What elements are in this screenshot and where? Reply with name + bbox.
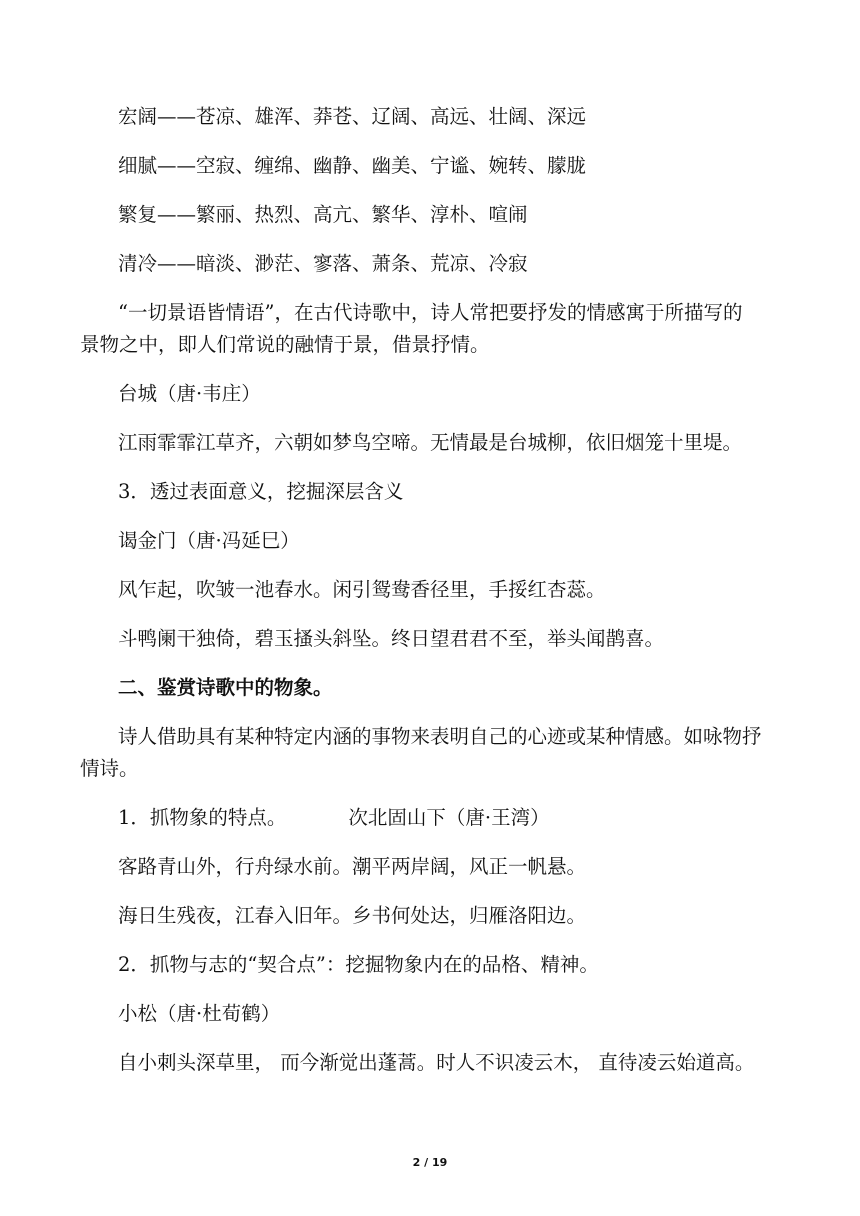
paragraph-line: 诗人借助具有某种特定内涵的事物来表明自己的心迹或某种情感。如咏物抒 [118, 725, 762, 748]
text-line: 清冷——暗淡、渺茫、寥落、萧条、荒凉、冷寂 [118, 252, 528, 275]
poem-title: 谒金门（唐·冯延巳） [118, 529, 300, 552]
paragraph-line: 景物之中，即人们常说的融情于景，借景抒情。 [80, 333, 490, 356]
page-number: 2 / 19 [412, 1156, 448, 1169]
section-heading: 3．透过表面意义，挖掘深层含义 [118, 480, 404, 503]
poem-title: 次北固山下（唐·王湾） [348, 806, 550, 829]
text-line: 宏阔——苍凉、雄浑、莽苍、辽阔、高远、壮阔、深远 [118, 105, 587, 128]
subsection-heading: 2．抓物与志的“契合点”：挖掘物象内在的品格、精神。 [118, 953, 599, 976]
poem-line: 风乍起，吹皱一池春水。闲引鸳鸯香径里，手挼红杏蕊。 [118, 578, 606, 601]
subsection-line [118, 805, 550, 831]
poem-line: 斗鸭阑干独倚，碧玉搔头斜坠。终日望君君不至，举头闻鹊喜。 [118, 627, 665, 650]
poem-title: 台城（唐·韦庄） [118, 382, 261, 405]
text-line: 细腻——空寂、缠绵、幽静、幽美、宁谧、婉转、朦胧 [118, 154, 587, 177]
poem-line: 自小刺头深草里， 而今渐觉出蓬蒿。时人不识凌云木， 直待凌云始道高。 [118, 1051, 755, 1074]
paragraph-line: 情诗。 [80, 757, 139, 780]
poem-line: 海日生残夜，江春入旧年。乡书何处达，归雁洛阳边。 [118, 904, 587, 927]
subsection-heading: 1．抓物象的特点。 [118, 806, 287, 829]
paragraph-line: “一切景语皆情语”，在古代诗歌中，诗人常把要抒发的情感寓于所描写的 [118, 301, 743, 324]
poem-title: 小松（唐·杜荀鹤） [118, 1002, 281, 1025]
poem-line: 客路青山外，行舟绿水前。潮平两岸阔，风正一帆悬。 [118, 855, 587, 878]
text-line: 繁复——繁丽、热烈、高亢、繁华、淳朴、喧闹 [118, 203, 528, 226]
poem-line: 江雨霏霏江草齐，六朝如梦鸟空啼。无情最是台城柳，依旧烟笼十里堤。 [118, 431, 743, 454]
section-heading-bold: 二、鉴赏诗歌中的物象。 [118, 676, 333, 699]
